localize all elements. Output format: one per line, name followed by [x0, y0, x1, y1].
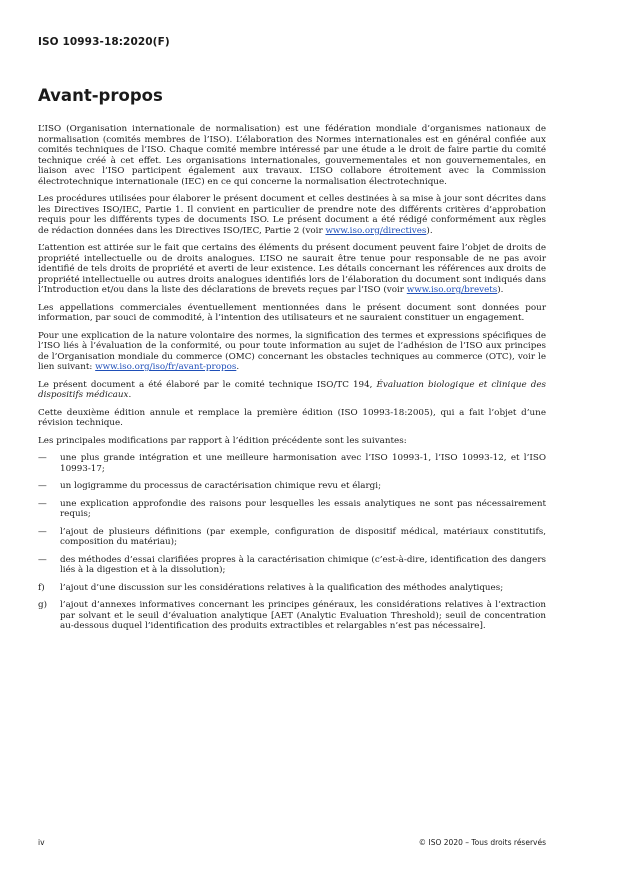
- list-marker: g): [38, 600, 48, 610]
- paragraph-text: L’attention est attirée sur le fait que certains des éléments du présent document peuvent faire l’objet de droits de propriété intellectuelle ou de droits analogues. L’ISO ne saurait être tenue pour responsable de ne pas avoir identifié de tels droits de propriété et averti de leur existence. Les détails concernant les références aux droits de propriété intellectuelle ou autres droits analogues identifiés lors de l’élaboration du document sont indiqués dans l’Introduction et/ou dans la liste des déclarations de brevets reçues par l’ISO (voir: [38, 243, 546, 295]
- list-marker: —: [38, 498, 47, 509]
- list-text: l’ajout d’une discussion sur les considérations relatives à la qualification des méthodes analytiques;: [60, 582, 504, 593]
- paragraph-voluntary-nature: [38, 331, 546, 373]
- page-footer: [38, 838, 546, 847]
- list-marker: —: [38, 453, 47, 463]
- list-text: une plus grande intégration et une meilleure harmonisation avec l’ISO 10993-1, l’ISO 10993-12, et l’ISO 10993-17;: [60, 453, 546, 474]
- list-item: [38, 499, 546, 520]
- directives-link[interactable]: www.iso.org/directives: [325, 225, 427, 236]
- list-item: [38, 527, 546, 548]
- paragraph-end: .: [128, 390, 132, 400]
- paragraph-text: Le présent document a été élaboré par le comité technique ISO/TC 194,: [38, 379, 377, 390]
- paragraph-procedures: [38, 194, 546, 236]
- list-text: l’ajout d’annexes informatives concernant les principes généraux, les considérations relatives à l’extraction par solvant et le seuil d’évaluation analytique [AET (Analytic Evaluation Threshold); seuil de concentration au-dessous duquel l’identification des produits extractibles et relargables n’est pas nécessaire].: [60, 600, 546, 631]
- paragraph-text: Pour une explication de la nature volontaire des normes, la signification des termes et expressions spécifiques de l’ISO liés à l’évaluation de la conformité, ou pour toute information au sujet de l’adhésion de l’ISO aux principes de l’Organisation mondiale du commerce (OMC) concernant les obstacles techniques au commerce (OTC), voir le lien suivant:: [38, 330, 546, 372]
- list-text: un logigramme du processus de caractérisation chimique revu et élargi;: [60, 481, 382, 491]
- list-text: des méthodes d’essai clarifiées propres à la caractérisation chimique (c’est-à-dire, identification des dangers liés à la digestion et à la dissolution);: [60, 554, 546, 575]
- paragraph-patents: [38, 243, 546, 296]
- list-marker: —: [38, 481, 47, 491]
- paragraph-changes-intro: Les principales modifications par rapport à l’édition précédente sont les suivantes:: [38, 435, 407, 446]
- paragraph-text: Les procédures utilisées pour élaborer le présent document et celles destinées à sa mise à jour sont décrites dans les Directives ISO/IEC, Partie 1. Il convient en particulier de prendre note des différents critères d’approbation requis pour les différents types de documents ISO. Le présent document a été rédigé conformément aux règles de rédaction données dans les Directives ISO/IEC, Partie 2 (voir: [38, 194, 546, 236]
- paragraph-iso-intro: L’ISO (Organisation internationale de normalisation) est une fédération mondiale d’organismes nationaux de normalisation (comités membres de l’ISO). L’élaboration des Normes internationales est en général confiée aux comités techniques de l’ISO. Chaque comité membre intéressé par une étude a le droit de faire partie du comité technique créé à cet effet. Les organisations internationales, gouvernementales et non gouvernementales, en liaison avec l’ISO participent également aux travaux. L’ISO collabore étroitement avec la Commission électrotechnique internationale (IEC) en ce qui concerne la normalisation électrotechnique.: [38, 124, 546, 187]
- list-item: [38, 583, 546, 594]
- list-item: [38, 481, 546, 492]
- paragraph-committee: [38, 380, 546, 401]
- paragraph-end: .: [236, 362, 240, 372]
- list-text: une explication approfondie des raisons pour lesquelles les essais analytiques ne sont pas nécessairement requis;: [60, 498, 546, 519]
- document-id: ISO 10993-18:2020(F): [38, 36, 170, 48]
- paragraph-trade-names: Les appellations commerciales éventuellement mentionnées dans le présent document sont données pour information, par souci de commodité, à l’intention des utilisateurs et ne sauraient constituer un engagement.: [38, 302, 546, 323]
- list-item: [38, 600, 546, 632]
- page-number: iv: [38, 838, 45, 847]
- list-item: [38, 555, 546, 576]
- list-text: l’ajout de plusieurs définitions (par exemple, configuration de dispositif médical, matériaux constitutifs, composition du matériau);: [60, 526, 546, 547]
- list-marker: f): [38, 582, 45, 593]
- copyright-notice: © ISO 2020 – Tous droits réservés: [418, 838, 546, 847]
- paragraph-end: ).: [426, 225, 433, 236]
- list-marker: —: [38, 526, 47, 537]
- committee-title: Évaluation biologique et clinique des dispositifs médicaux: [38, 379, 546, 400]
- foreword-link[interactable]: www.iso.org/iso/fr/avant-propos: [95, 362, 237, 372]
- paragraph-end: ).: [497, 285, 504, 295]
- page-title: Avant-propos: [38, 86, 163, 105]
- foreword-content: [38, 124, 546, 639]
- paragraph-edition: Cette deuxième édition annule et remplace la première édition (ISO 10993-18:2005), qui a fait l’objet d’une révision technique.: [38, 407, 546, 428]
- patents-link[interactable]: www.iso.org/brevets: [406, 285, 498, 295]
- list-marker: —: [38, 554, 47, 565]
- list-item: [38, 453, 546, 474]
